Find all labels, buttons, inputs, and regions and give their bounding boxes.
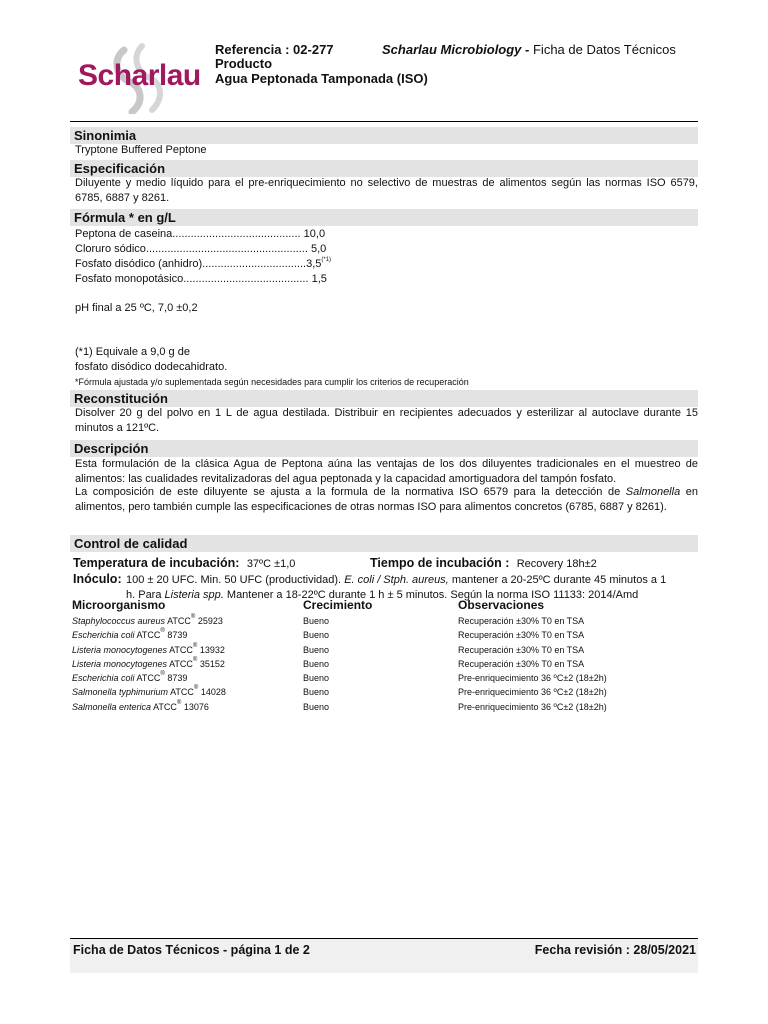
table-row: Escherichia coli ATCC® 8739 Bueno Pre-enriquecimiento 36 ºC±2 (18±2h) (72, 671, 607, 684)
incubation-temp: Temperatura de incubación: 37ºC ±1,0 (73, 556, 296, 570)
section-descripcion-title: Descripción (70, 440, 698, 457)
section-sinonimia-title: Sinonimia (70, 127, 698, 144)
formula-item: Peptona de caseina.......................................... 10,0 (75, 228, 326, 240)
table-row: Salmonella enterica ATCC® 13076 Bueno Pre-enriquecimiento 36 ºC±2 (18±2h) (72, 699, 607, 712)
formula-ph: pH final a 25 ºC, 7,0 ±0,2 (75, 302, 198, 314)
sinonimia-text: Tryptone Buffered Peptone (75, 144, 207, 156)
table-row: Listeria monocytogenes ATCC® 13932 Bueno Recuperación ±30% T0 en TSA (72, 642, 585, 655)
incubation-time: Tiempo de incubación : Recovery 18h±2 (370, 556, 597, 570)
section-control-title: Control de calidad (70, 535, 698, 552)
formula-list (75, 227, 375, 287)
footer-revision-date: Fecha revisión : 28/05/2021 (534, 943, 696, 957)
inoculo-text-1: 100 ± 20 UFC. Min. 50 UFC (productividad). E. coli / Stph. aureus, mantener a 20-25ºC durante 45 minutos a 1 (126, 574, 667, 586)
referencia-label: Referencia : (215, 42, 290, 57)
inoculo-text-2: h. Para Listeria spp. Mantener a 18-22ºC durante 1 h ± 5 minutos. Según la norma ISO 11133: 2014/Amd (126, 589, 639, 601)
table-body (72, 614, 672, 714)
descripcion-p2: La composición de este diluyente se ajusta a la formula de la normativa ISO 6579 para la detección de Salmonella en alimentos, pero también cumple las especificaciones de otras normas ISO para alimentos concretos (6785, 6887 y 8261). (75, 486, 698, 513)
formula-footnote: *Fórmula ajustada y/o suplementada según necesidades para cumplir los criterios de recuperación (75, 377, 469, 387)
table-header-growth: Crecimiento (303, 598, 373, 612)
table-header-obs: Observaciones (458, 598, 545, 612)
formula-item: Fosfato disódico $(anhidro)..................................3,5^{(*1)}$ (75, 257, 332, 270)
table-header-organism: Microorganismo (72, 598, 166, 612)
doc-title (382, 42, 676, 57)
producto-name: Agua Peptonada Tamponada (ISO) (215, 71, 428, 86)
header-divider (70, 121, 698, 122)
table-row: Escherichia coli ATCC® 8739 Bueno Recuperación ±30% T0 en TSA (72, 628, 585, 641)
table-row: Listeria monocytogenes ATCC® 35152 Bueno Recuperación ±30% T0 en TSA (72, 656, 585, 669)
company-title: Scharlau Microbiology - (382, 42, 530, 57)
formula-note-1: (*1) Equivale a 9,0 g de (75, 346, 190, 358)
formula-item: Cloruro sódico..................................................... 5,0 (75, 243, 327, 255)
table-row: Staphylococcus aureus ATCC® 25923 Bueno Recuperación ±30% T0 en TSA (72, 614, 585, 626)
footer-divider (70, 938, 698, 939)
brand-name: Scharlau (78, 59, 201, 92)
footer-page-info: Ficha de Datos Técnicos - página 1 de 2 (73, 943, 310, 957)
producto-label: Producto (215, 56, 273, 71)
section-reconstitucion-title: Reconstitución (70, 390, 698, 407)
referencia-line (215, 42, 334, 57)
section-formula-title: Fórmula * en g/L (70, 209, 698, 226)
doc-title-text: Ficha de Datos Técnicos (532, 42, 676, 57)
section-especificacion-title: Especificación (70, 160, 698, 177)
formula-item: Fosfato monopotásico......................................... 1,5 (75, 273, 327, 285)
formula-note-2: fosfato disódico dodecahidrato. (75, 361, 228, 373)
referencia-value: 02-277 (293, 42, 334, 57)
descripcion-p1: Esta formulación de la clásica Agua de Peptona aúna las ventajas de los dos diluyentes tradicionales en el muestreo de alimentos: las cualidades revitalizadoras del agua peptonada y la capacidad amortiguadora del tampón fosfato. (75, 458, 698, 485)
reconstitucion-text: Disolver 20 g del polvo en 1 L de agua destilada. Distribuir en recipientes adecuados y esterilizar al autoclave durante 15 minutos a 121ºC. (75, 407, 698, 434)
table-row: Salmonella typhimurium ATCC® 14028 Bueno Pre-enriquecimiento 36 ºC±2 (18±2h) (72, 685, 607, 698)
logo (72, 42, 202, 114)
inoculo-label: Inóculo: (73, 572, 122, 586)
especificacion-text: Diluyente y medio líquido para el pre-enriquecimiento no selectivo de muestras de alimentos según las normas ISO 6579, 6785, 6887 y 8261. (75, 177, 698, 204)
